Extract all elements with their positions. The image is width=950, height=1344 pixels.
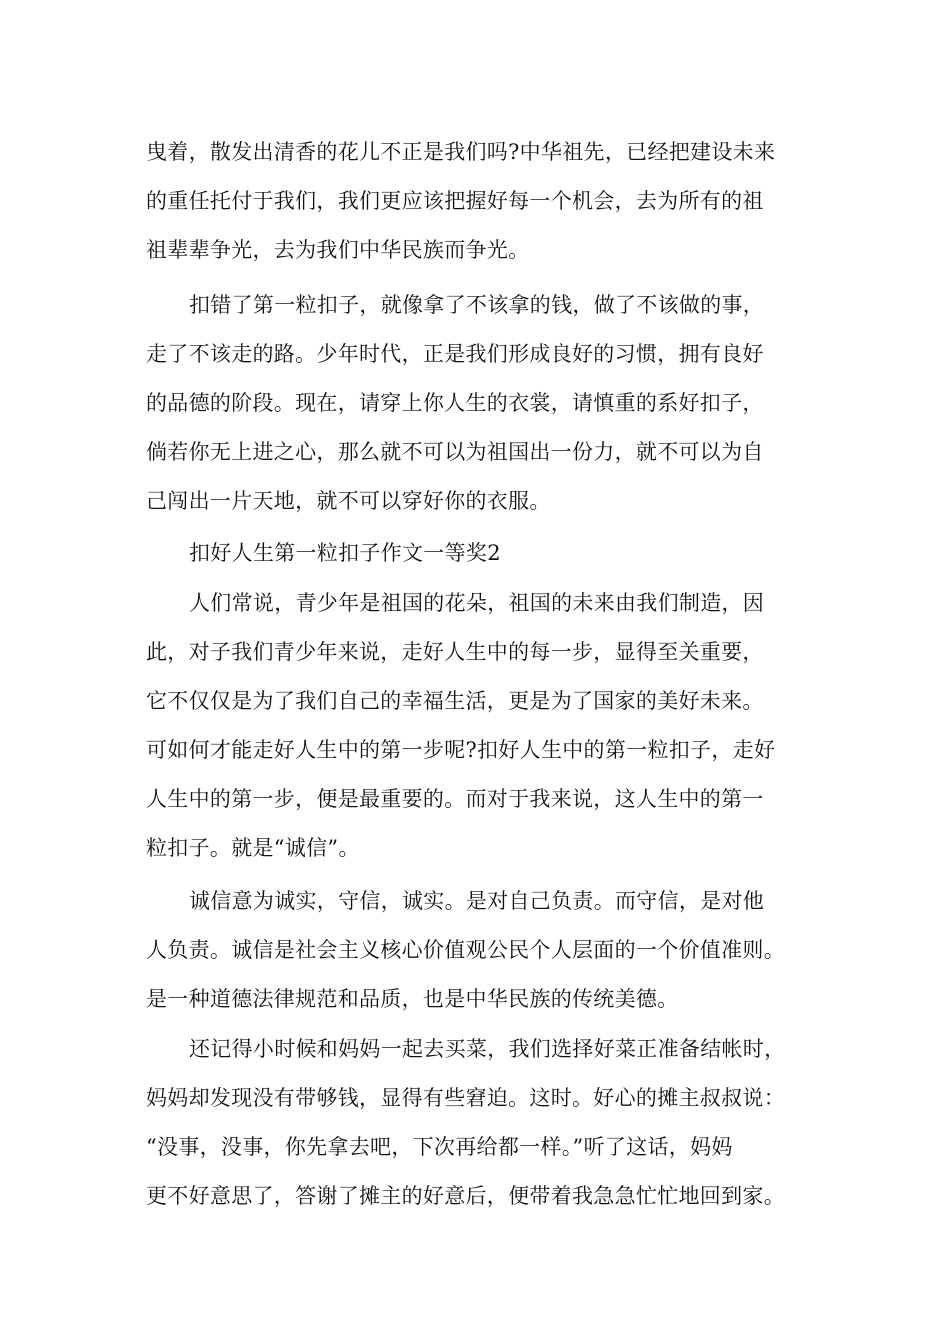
text-line: 可如何才能走好人生中的第一步呢?扣好人生中的第一粒扣子，走好 <box>146 738 776 762</box>
text-line: 曳着，散发出清香的花儿不正是我们吗?中华祖先，已经把建设未来 <box>146 140 776 164</box>
text-line: 粒扣子。就是“诚信”。 <box>146 836 360 860</box>
text-line: 人负责。诚信是社会主义核心价值观公民个人层面的一个价值准则。 <box>146 938 785 962</box>
text-line: 走了不该走的路。少年时代，正是我们形成良好的习惯，拥有良好 <box>146 342 764 366</box>
text-line: 倘若你无上进之心，那么就不可以为祖国出一份力，就不可以为自 <box>146 440 764 464</box>
text-line: 的品德的阶段。现在，请穿上你人生的衣裳，请慎重的系好扣子， <box>146 391 764 415</box>
text-line: 的重任托付于我们，我们更应该把握好每一个机会，去为所有的祖 <box>146 189 764 213</box>
text-line: 它不仅仅是为了我们自己的幸福生活，更是为了国家的美好未来。 <box>146 689 764 713</box>
text-line: “没事，没事，你先拿去吧，下次再给都一样。”听了这话，妈妈 <box>146 1135 733 1159</box>
text-line: 更不好意思了，答谢了摊主的好意后，便带着我急急忙忙地回到家。 <box>146 1184 785 1208</box>
paragraph-first-line: 还记得小时候和妈妈一起去买菜，我们选择好菜正准备结帐时， <box>189 1037 786 1061</box>
text-line: 此，对子我们青少年来说，走好人生中的每一步，显得至关重要， <box>146 640 764 664</box>
paragraph-first-line: 诚信意为诚实，守信，诚实。是对自己负责。而守信，是对他 <box>189 889 765 913</box>
text-line: 祖辈辈争光，去为我们中华民族而争光。 <box>146 238 530 262</box>
paragraph-first-line: 人们常说，青少年是祖国的花朵，祖国的未来由我们制造，因 <box>189 591 765 615</box>
text-line: 人生中的第一步，便是最重要的。而对于我来说，这人生中的第一 <box>146 787 764 811</box>
text-line: 妈妈却发现没有带够钱，显得有些窘迫。这时。好心的摊主叔叔说： <box>146 1086 785 1110</box>
paragraph-first-line: 扣错了第一粒扣子，就像拿了不该拿的钱，做了不该做的事， <box>189 293 765 317</box>
section-heading: 扣好人生第一粒扣子作文一等奖2 <box>189 541 501 565</box>
text-line: 己闯出一片天地，就不可以穿好你的衣服。 <box>146 489 551 513</box>
text-line: 是一种道德法律规范和品质，也是中华民族的传统美德。 <box>146 987 679 1011</box>
